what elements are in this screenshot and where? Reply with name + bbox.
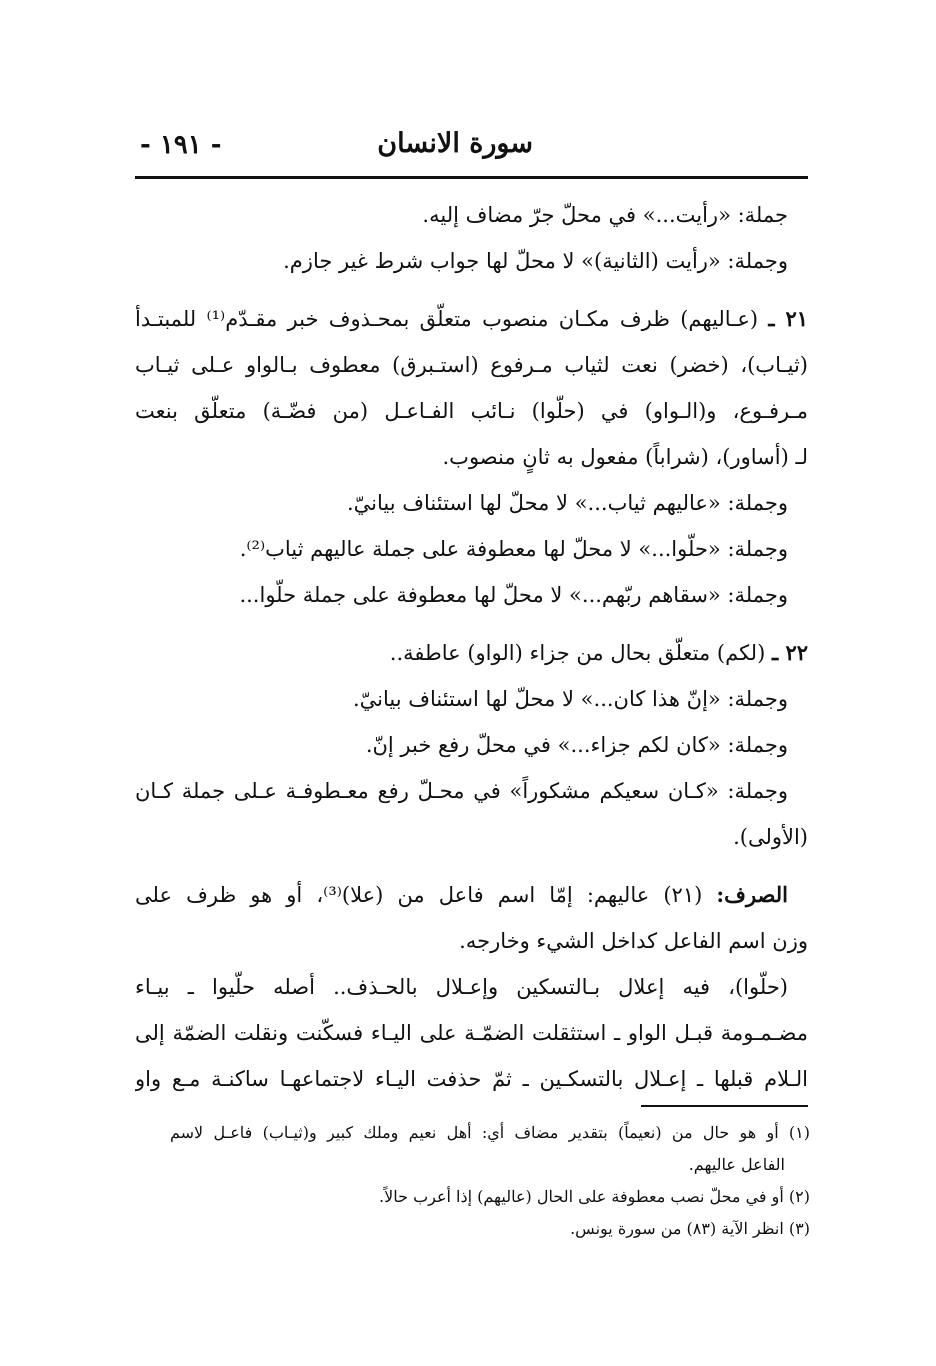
text-line: الـلام قبلها ـ إعـلال بالتسكـين ـ ثمّ حذفت اليـاء لاجتماعهـا ساكنـة مـع واو [135,1067,808,1091]
text-line: وجملة: «سقاهم ربّهم...» لا محلّ لها معطوفة على جملة حلّوا... [239,583,788,607]
text-span: (لكم) متعلّق بحال من جزاء (الواو) عاطفة.. [389,641,766,665]
footnote-line: (٢) أو في محلّ نصب معطوفة على الحال (عاليهم) إذا أعرب حالاً. [379,1187,810,1206]
text-line: وجملة: «حلّوا...» لا محلّ لها معطوفة على جملة عاليهم ثياب⁽²⁾. [239,537,788,561]
footnotes [170,1117,810,1245]
text-line: وجملة: «كـان سعيكم مشكوراً» في محـلّ رفع معـطوفـة عـلى جملة كـان [135,779,788,803]
text-line [135,296,808,342]
text-line: وجملة: «كان لكم جزاء...» في محلّ رفع خبر إنّ. [365,733,788,757]
text-span: (٢١) عاليهم: إمّا اسم فاعل من (علا)⁽³⁾، أو هو ظرف على [135,883,703,907]
body-text [135,192,808,1102]
text-line: لـ (أساور)، (شراباً) مفعول به ثانٍ منصوب. [442,445,808,469]
text-line: مضـمـومة قبـل الواو ـ استثقلت الضمّـة على اليـاء فسكّنت ونقلت الضمّة إلى [135,1021,808,1045]
text-line: وجملة: «رأيت (الثانية)» لا محلّ لها جواب شرط غير جازم. [283,249,788,273]
text-line: (ثيـاب)، (خضر) نعت لثياب مـرفوع (استـبرق) معطوف بـالواو عـلى ثيـاب [135,353,808,377]
text-line: وجملة: «إنّ هذا كان...» لا محلّ لها استئناف بيانيّ. [352,687,788,711]
text-line: (حلّوا)، فيه إعلال بـالتسكين وإعـلال بالحـذف.. أصله حلّيوا ـ بيـاء [135,975,788,999]
footnote-line: (٣) انظر الآية (٨٣) من سورة يونس. [570,1219,810,1238]
footnote-divider [641,1105,808,1107]
header-divider [135,176,808,179]
text-line: وزن اسم الفاعل كداخل الشيء وخارجه. [459,929,808,953]
paragraph-gap [135,284,808,296]
text-line: جملة: «رأيت...» في محلّ جرّ مضاف إليه. [422,203,788,227]
page-title: سورة الانسان [377,128,533,159]
paragraph-gap [135,860,808,872]
paragraph-gap [135,618,808,630]
text-line [135,630,808,676]
page-number: - ١٩١ - [140,130,222,160]
footnote-line: (١) أو هو حال من (نعيماً) بتقدير مضاف أي: أهل نعيم وملك كبير و(ثيـاب) فاعـل لاسم [170,1123,810,1142]
section-number: ٢٢ ـ [771,640,808,665]
sarf-label: الصرف: [716,882,788,907]
text-span: (عـاليهم) ظرف مكـان منصوب متعلّق بمحـذوف خبر مقـدّم⁽¹⁾ للمبتـدأ [135,307,759,331]
text-line: مـرفـوع، و(الـواو) في (حلّوا) نـائب الفـاعـل (من فضّـة) متعلّق بنعت [135,399,808,423]
text-line: وجملة: «عاليهم ثياب...» لا محلّ لها استئناف بيانيّ. [346,491,788,515]
footnote-line: الفاعل عاليهم. [688,1155,785,1174]
text-line [135,872,808,918]
section-number: ٢١ ـ [768,306,808,331]
page-header [135,128,808,176]
text-line: (الأولى). [733,825,808,849]
